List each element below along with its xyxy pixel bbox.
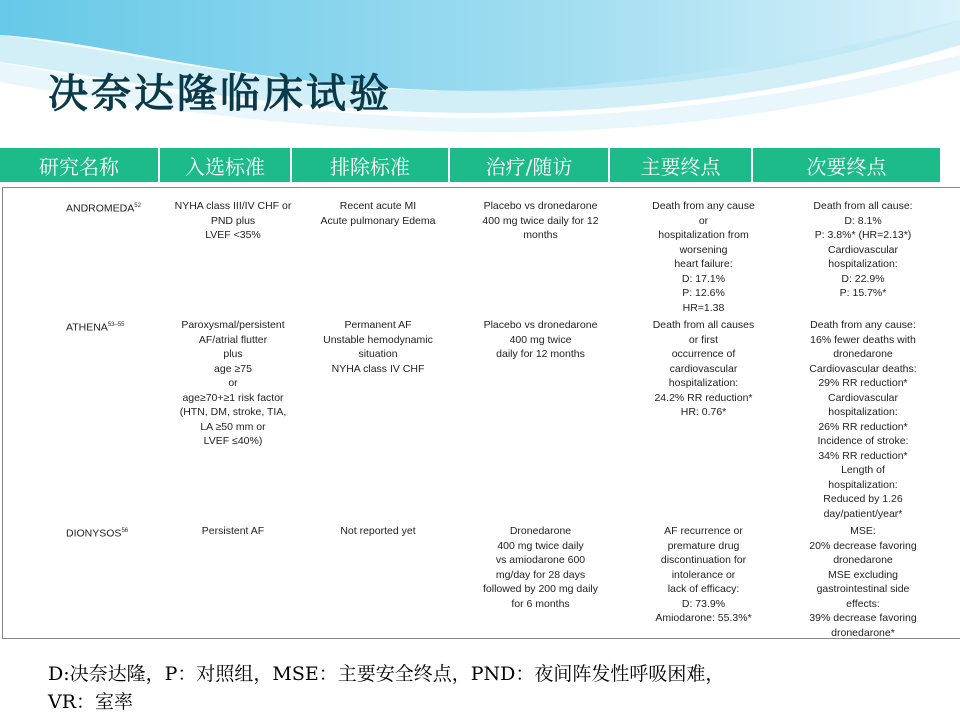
column-header-secondary-endpoint: 次要终点 bbox=[753, 148, 940, 182]
study-name-andromeda: ANDROMEDA$^{52}$ bbox=[66, 202, 141, 215]
trial-table bbox=[2, 187, 960, 639]
column-header-treatment: 治疗/随访 bbox=[450, 148, 610, 182]
study-name-dionysos: DIONYSOS$^{56}$ bbox=[66, 527, 129, 540]
exclusion-dionysos: Not reported yet bbox=[340, 525, 416, 537]
table-header bbox=[0, 148, 940, 182]
exclusion-athena: Permanent AF Unstable hemodynamic situation NYHA class IV CHF bbox=[323, 319, 433, 375]
primary-endpoint-athena: Death from all causes or first occurrence of cardiovascular hospitalization: 24.2% RR reduction* HR: 0.76* bbox=[652, 319, 755, 418]
exclusion-andromeda: Recent acute MI Acute pulmonary Edema bbox=[320, 200, 436, 227]
column-header-study-name: 研究名称 bbox=[0, 148, 160, 182]
treatment-athena: Placebo vs dronedarone 400 mg twice daily for 12 months bbox=[483, 319, 598, 360]
primary-endpoint-dionysos: AF recurrence or premature drug discontinuation for intolerance or lack of efficacy: D: 73.9% Amiodarone: 55.3%* bbox=[655, 525, 752, 624]
column-header-inclusion: 入选标准 bbox=[160, 148, 292, 182]
secondary-endpoint-athena: Death from any cause: 16% fewer deaths with dronedarone Cardiovascular deaths: 29% RR reduction* Cardiovascular hospitalization: 26% RR reduction* Incidence of stroke: 34% RR reduction* Length of hospitalization: Reduced by 1.26 day/patient/year* bbox=[809, 319, 917, 520]
inclusion-athena: Paroxysmal/persistent AF/atrial flutter plus age ≥75 or age≥70+≥1 risk factor (HTN, DM, stroke, TIA, LA ≥50 mm or LVEF ≤40%) bbox=[179, 319, 287, 447]
inclusion-dionysos: Persistent AF bbox=[201, 525, 265, 537]
column-header-exclusion: 排除标准 bbox=[292, 148, 450, 182]
secondary-endpoint-andromeda: Death from all cause: D: 8.1% P: 3.8%* (HR=2.13*) Cardiovascular hospitalization: D: 22.9% P: 15.7%* bbox=[813, 200, 913, 299]
treatment-andromeda: Placebo vs dronedarone 400 mg twice daily for 12 months bbox=[482, 200, 599, 241]
primary-endpoint-andromeda: Death from any cause or hospitalization from worsening heart failure: D: 17.1% P: 12.6% HR=1.38 bbox=[652, 200, 755, 314]
study-name-athena: ATHENA$^{53-55}$ bbox=[66, 321, 125, 334]
inclusion-andromeda: NYHA class III/IV CHF or PND plus LVEF <35% bbox=[174, 200, 292, 241]
treatment-dionysos: Dronedarone 400 mg twice daily vs amiodarone 600 mg/day for 28 days followed by 200 mg daily for 6 months bbox=[483, 525, 598, 610]
column-header-primary-endpoint: 主要终点 bbox=[610, 148, 753, 182]
footnote-abbreviations: D:决奈达隆，P：对照组，MSE：主要安全终点，PND：夜间阵发性呼吸困难， VR：室率 bbox=[48, 663, 725, 713]
page-title: 决奈达隆临床试验 bbox=[48, 71, 392, 117]
secondary-endpoint-dionysos: MSE: 20% decrease favoring dronedarone MSE excluding gastrointestinal side effects: 39% decrease favoring dronedarone* bbox=[809, 525, 917, 639]
